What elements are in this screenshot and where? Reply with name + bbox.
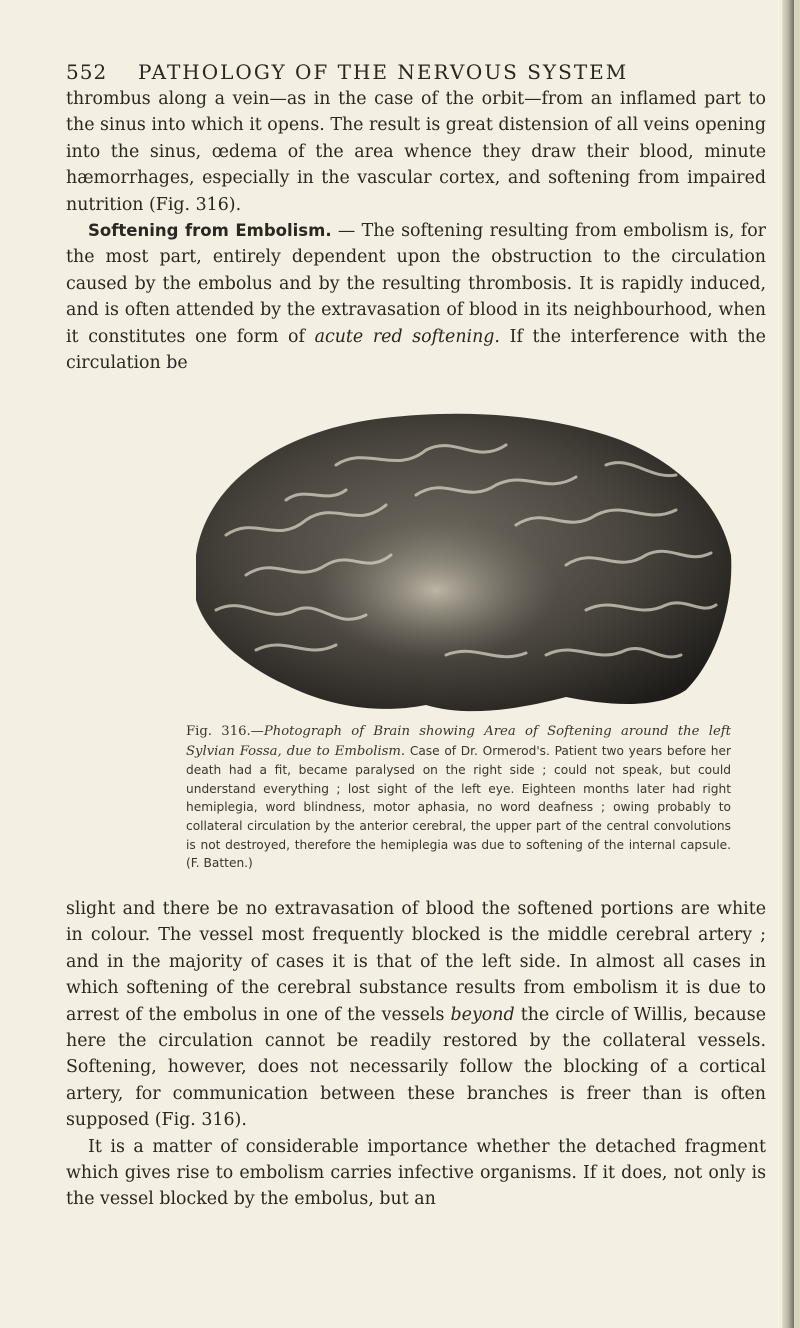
last-paragraph [66, 1134, 766, 1213]
figure-caption-body: Case of Dr. Ormerod's. Patient two years before her death had a fit, became paralysed on the right side ; could not speak, but could understand everything ; lost sight of the left eye. Eighteen months later had right hemiplegia, word blindness, motor aphasia, no word deafness ; owing probably to collateral circulation by the anterior cerebral, the upper part of the central convolutions is not destroyed, therefore the hemiplegia was due to softening of the internal capsule. (F. Batten.) [186, 743, 731, 871]
section-heading: Softening from Embolism. [88, 221, 332, 241]
running-title: PATHOLOGY OF THE NERVOUS SYSTEM [138, 60, 629, 84]
page-edge-shadow [782, 0, 800, 1328]
bottom-text-block [66, 896, 766, 1213]
page-number: 552 [66, 60, 108, 84]
figure-label: Fig. 316. [186, 724, 251, 739]
brain-photograph [186, 405, 734, 720]
top-text-block [66, 86, 766, 376]
intro-paragraph-text: thrombus along a vein—as in the case of the orbit—from an inflamed part to the sinus into which it opens. The result is great distension of all veins opening into the sinus, œdema of the area whence they draw their blood, minute hæmorrhages, especially in the vascular cortex, and softening from impaired nutrition (Fig. 316). [66, 89, 766, 215]
continuation-paragraph [66, 896, 766, 1134]
figure-caption [186, 722, 731, 873]
last-paragraph-text: It is a matter of considerable importance whether the detached fragment which gives rise to embolism carries infective organisms. If it does, not only is the vessel blocked by the embolus, but an [66, 1136, 766, 1210]
continuation-text-part2: the circle of Willis, because here the circulation cannot be readily restored by the collateral vessels. Softening, however, does not necessarily follow the blocking of a cortical artery, for communication between these branches is freer than is often supposed (Fig. 316). [66, 1004, 766, 1131]
continuation-text-part1: slight and there be no extravasation of blood the softened portions are white in colour. The vessel most frequently blocked is the middle cerebral artery ; and in the majority of cases it is that of the left side. In almost all cases in which softening of the cerebral substance results from embolism it is due to arrest of the embolus in one of the vessels [66, 899, 766, 1025]
figure-title: —Photograph of Brain showing Area of Softening around the left Sylvian Fossa, due to Embolism. [186, 724, 731, 759]
embolism-text-part1: — The softening resulting from embolism is, for the most part, entirely dependent upon the obstruction to the circulation caused by the embolus and by the resulting thrombosis. It is rapidly induced, and is often attended by the extravasation of blood in its neighbourhood, when it constitutes one form of [66, 221, 766, 347]
continuation-italic: beyond [450, 1004, 515, 1025]
embolism-italic-term: acute red softening. [314, 326, 500, 347]
embolism-paragraph [66, 218, 766, 376]
intro-paragraph [66, 86, 766, 218]
embolism-text-part2: If the interference with the circulation be [66, 326, 766, 374]
softened-area [316, 520, 556, 660]
